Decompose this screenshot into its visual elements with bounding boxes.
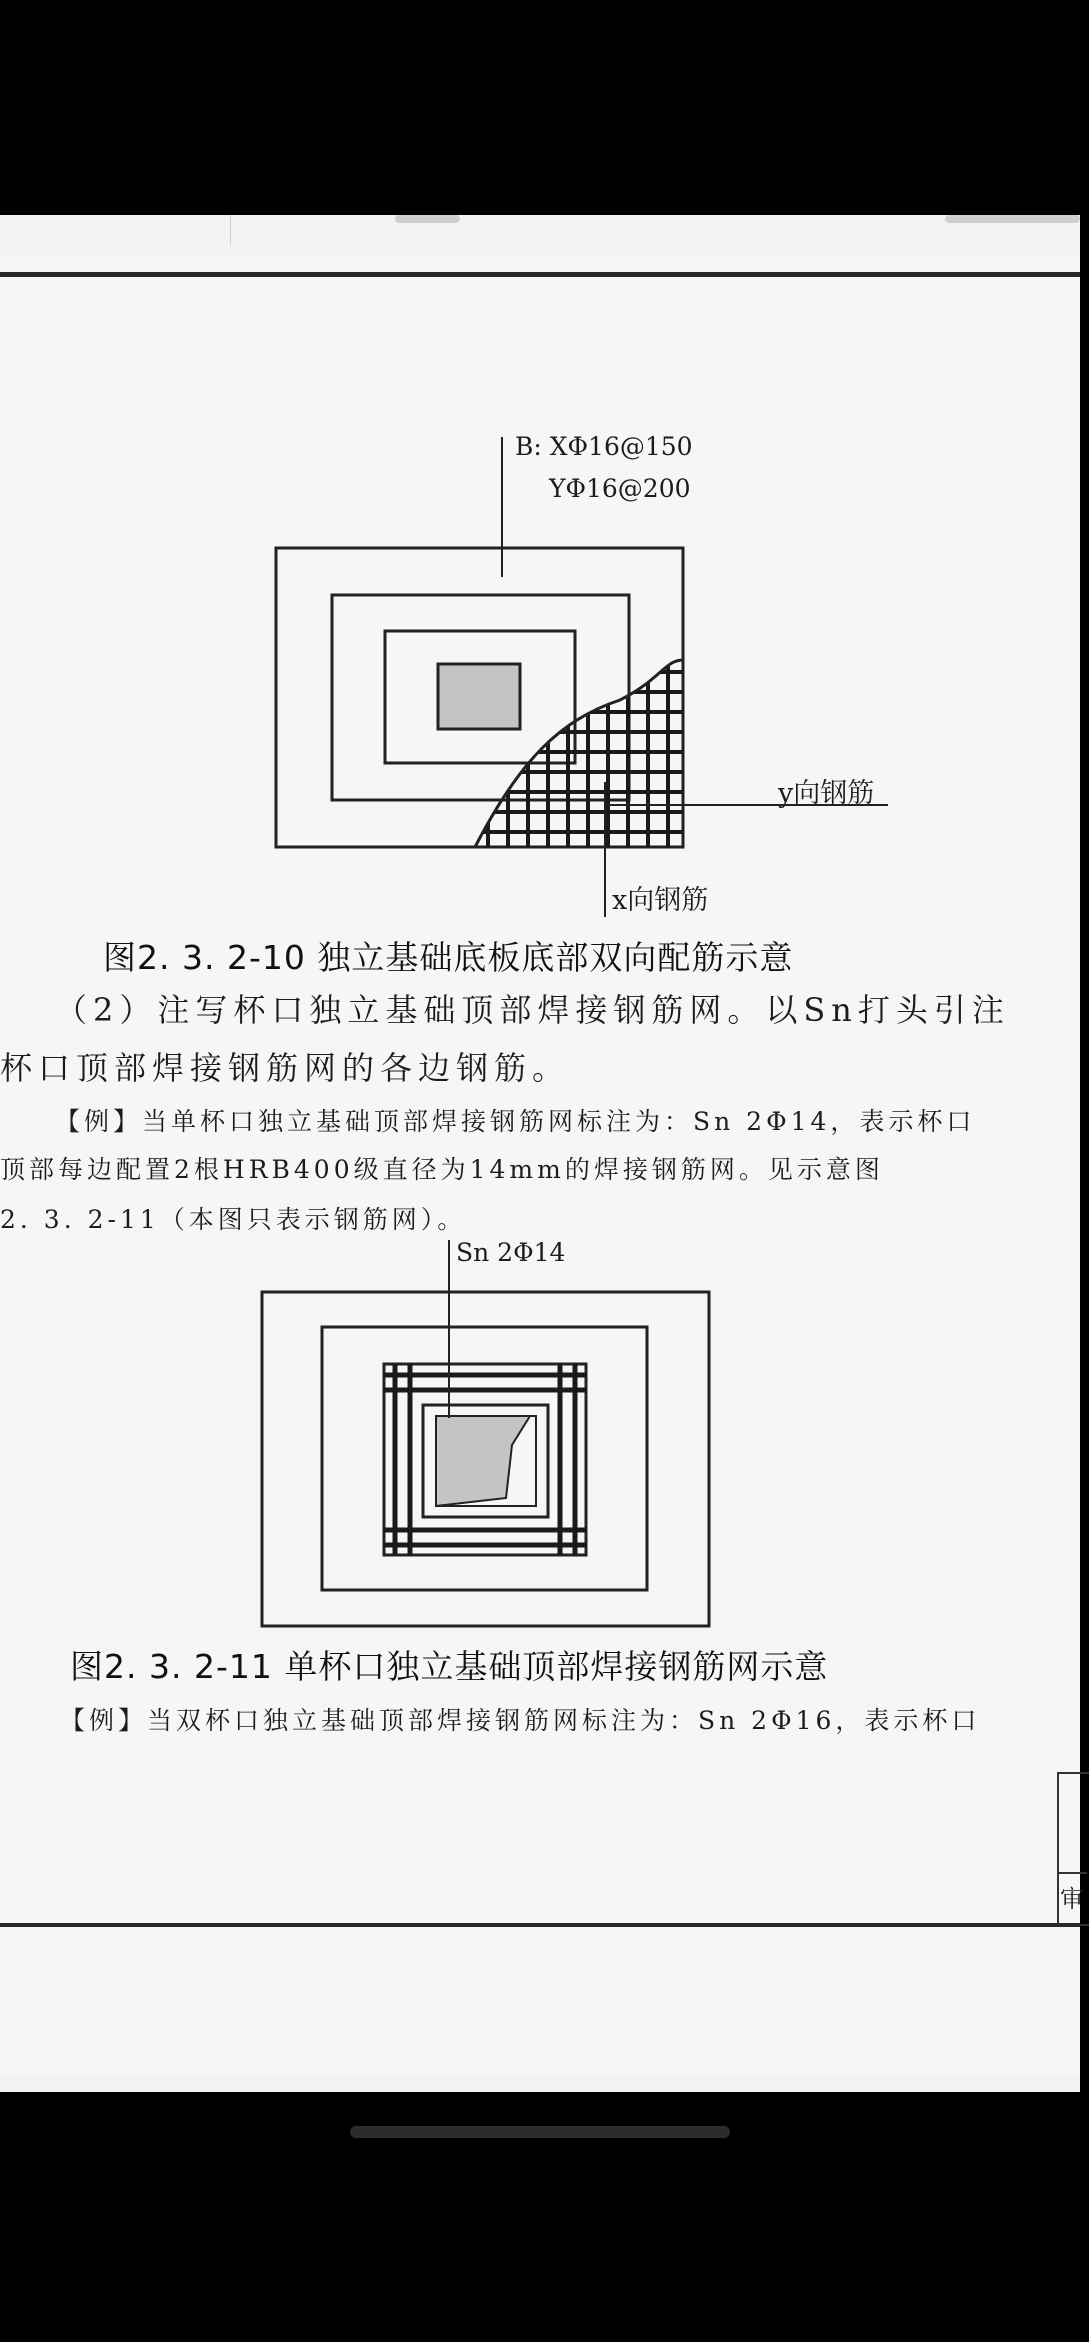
- paragraph-line-2: 杯口顶部焊接钢筋网的各边钢筋。: [0, 1049, 571, 1087]
- example1-line-3: 2. 3. 2-11（本图只表示钢筋网）。: [0, 1205, 467, 1234]
- title-block-divider: [1057, 1872, 1087, 1874]
- mesh-label: Sn 2Φ14: [456, 1238, 566, 1267]
- figure1-caption: 图2. 3. 2-10 独立基础底板底部双向配筋示意: [103, 938, 794, 977]
- cup-hatch: [436, 1416, 530, 1506]
- paragraph-line-1: （2）注写杯口独立基础顶部焊接钢筋网。以Sn打头引注: [55, 991, 1010, 1029]
- x-rebar-label: x向钢筋: [612, 885, 709, 916]
- home-indicator[interactable]: [350, 2126, 730, 2138]
- y-rebar-label: y向钢筋: [778, 778, 875, 809]
- example2-line-1: 【例】当双杯口独立基础顶部焊接钢筋网标注为：Sn 2Φ16，表示杯口: [60, 1706, 981, 1735]
- example1-line-1: 【例】当单杯口独立基础顶部焊接钢筋网标注为：Sn 2Φ14，表示杯口: [55, 1107, 976, 1136]
- bottom-border-rule: [0, 1923, 1080, 1927]
- example1-line-2: 顶部每边配置2根HRB400级直径为14mm的焊接钢筋网。见示意图: [0, 1155, 884, 1184]
- title-block-char: 审: [1060, 1885, 1084, 1913]
- rebar-label-b-x: B: XΦ16@150: [515, 432, 693, 461]
- rebar-label-b-y: YΦ16@200: [549, 474, 691, 503]
- figure2-caption: 图2. 3. 2-11 单杯口独立基础顶部焊接钢筋网示意: [70, 1647, 829, 1686]
